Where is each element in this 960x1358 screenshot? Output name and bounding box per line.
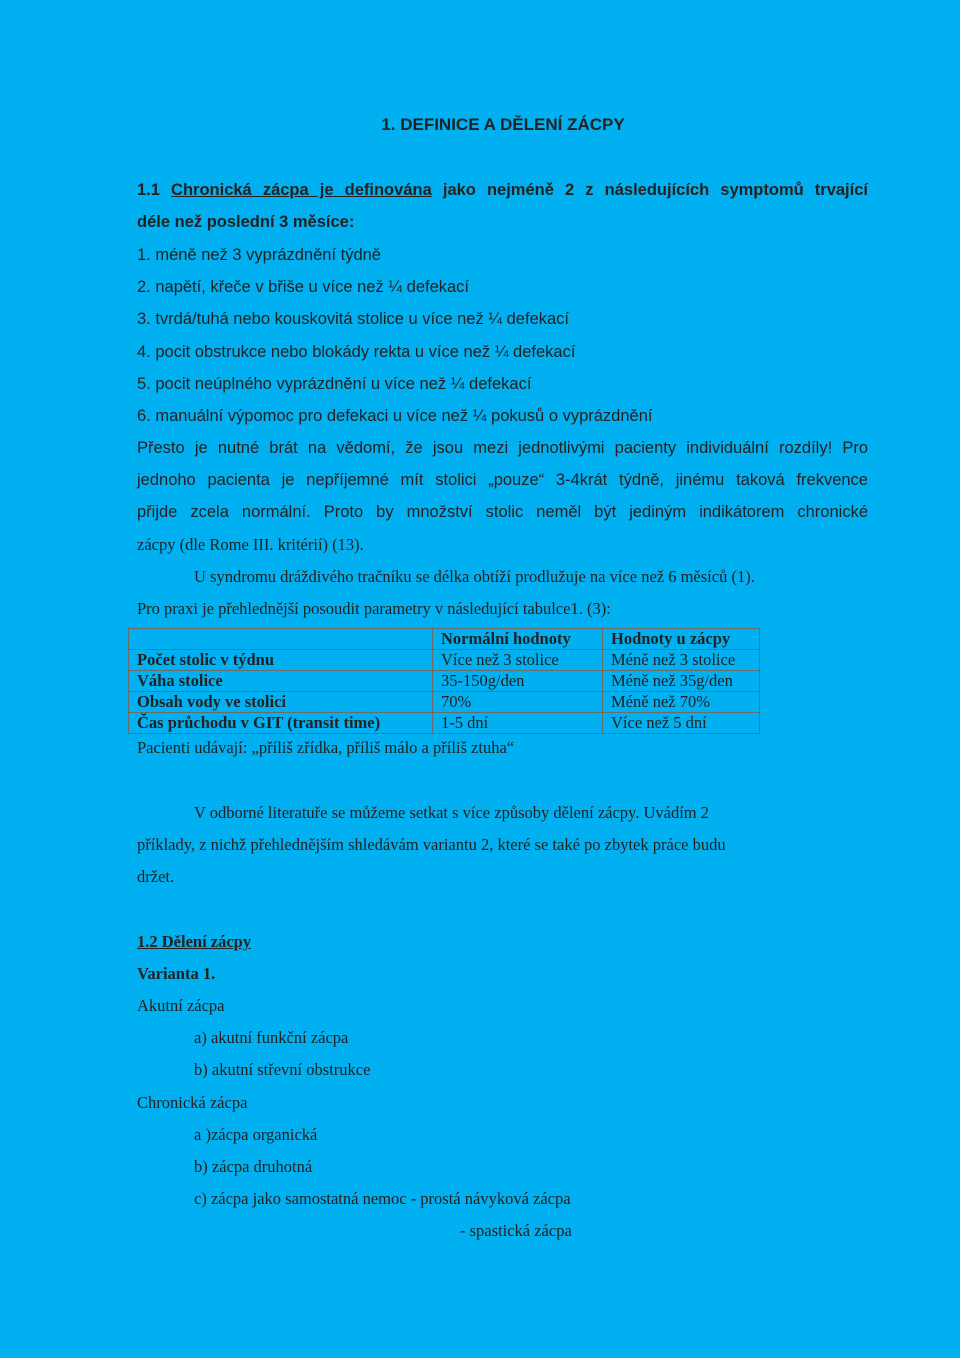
section-1-2-title: 1.2 Dělení zácpy xyxy=(137,932,252,951)
symptom-item: 2. napětí, křeče v břiše u více než ¼ defekací xyxy=(137,278,470,296)
table-header-cell: Normální hodnoty xyxy=(433,629,603,650)
symptom-item: 3. tvrdá/tuhá nebo kouskovitá stolice u více než ¼ defekací xyxy=(137,310,570,328)
table-cell: 1-5 dní xyxy=(433,713,603,734)
variant-heading: Varianta 1. xyxy=(137,964,216,983)
page-title: 1. DEFINICE A DĚLENÍ ZÁCPY xyxy=(381,115,625,134)
table-row-label: Váha stolice xyxy=(129,671,433,692)
chronic-item: a )zácpa organická xyxy=(194,1125,318,1144)
table-row-label: Počet stolic v týdnu xyxy=(129,650,433,671)
section-1-1-title xyxy=(137,180,868,200)
paragraph-line: jednoho pacienta je nepříjemné mít stolici „pouze“ 3-4krát týdně, jinému taková frekvence xyxy=(137,471,868,489)
table-cell: 35-150g/den xyxy=(433,671,603,692)
table-row-label: Čas průchodu v GIT (transit time) xyxy=(129,713,433,734)
table-row xyxy=(129,650,760,671)
symptom-item: 5. pocit neúplného vyprázdnění u více než ¼ defekací xyxy=(137,375,532,393)
section-1-1-title-rest: jako nejméně 2 z následujících symptomů trvající xyxy=(442,181,868,199)
section-1-1-title-underlined: Chronická zácpa je definována xyxy=(171,181,432,199)
section-1-1-number: 1.1 xyxy=(137,181,160,199)
chronic-heading: Chronická zácpa xyxy=(137,1093,248,1112)
literature-line: V odborné literatuře se můžeme setkat s více způsoby dělení zácpy. Uvádím 2 xyxy=(194,803,709,822)
table-intro: Pro praxi je přehlednější posoudit parametry v následující tabulce1. (3): xyxy=(137,599,611,618)
table-cell: Více než 3 stolice xyxy=(433,650,603,671)
chronic-item: c) zácpa jako samostatná nemoc - prostá návyková zácpa xyxy=(194,1189,571,1208)
table-row xyxy=(129,692,760,713)
ibs-line: U syndromu dráždivého tračníku se délka obtíží prodlužuje na více než 6 měsíců (1). xyxy=(194,567,755,586)
table-header-cell: Hodnoty u zácpy xyxy=(603,629,760,650)
table-cell: Více než 5 dní xyxy=(603,713,760,734)
table-header-cell xyxy=(129,629,433,650)
acute-item: b) akutní střevní obstrukce xyxy=(194,1060,371,1079)
section-1-1-title-cont: déle než poslední 3 měsíce: xyxy=(137,213,355,231)
chronic-subitem: - spastická zácpa xyxy=(460,1221,572,1240)
table-row xyxy=(129,671,760,692)
literature-line: příklady, z nichž přehlednějším shledávám variantu 2, které se také po zbytek práce budu xyxy=(137,835,726,854)
symptom-item: 6. manuální výpomoc pro defekaci u více než ¼ pokusů o vyprázdnění xyxy=(137,407,653,425)
criteria-table xyxy=(128,628,760,734)
chronic-item: b) zácpa druhotná xyxy=(194,1157,313,1176)
acute-heading: Akutní zácpa xyxy=(137,996,225,1015)
paragraph-line: přijde zcela normální. Proto by množství stolic neměl být jediným indikátorem chronické xyxy=(137,503,868,521)
table-cell: Méně než 70% xyxy=(603,692,760,713)
paragraph-line: zácpy (dle Rome III. kritérií) (13). xyxy=(137,535,364,554)
table-header-row xyxy=(129,629,760,650)
table-row xyxy=(129,713,760,734)
table-cell: Méně než 35g/den xyxy=(603,671,760,692)
paragraph-line: Přesto je nutné brát na vědomí, že jsou mezi jednotlivými pacienty individuální rozdíly! Pro xyxy=(137,439,868,457)
symptom-item: 1. méně než 3 vyprázdnění týdně xyxy=(137,246,381,264)
acute-item: a) akutní funkční zácpa xyxy=(194,1028,349,1047)
table-cell: Méně než 3 stolice xyxy=(603,650,760,671)
table-cell: 70% xyxy=(433,692,603,713)
table-footer: Pacienti udávají: „příliš zřídka, příliš málo a příliš ztuha“ xyxy=(137,738,515,757)
table-row-label: Obsah vody ve stolici xyxy=(129,692,433,713)
literature-line: držet. xyxy=(137,867,175,886)
symptom-item: 4. pocit obstrukce nebo blokády rekta u více než ¼ defekací xyxy=(137,343,576,361)
